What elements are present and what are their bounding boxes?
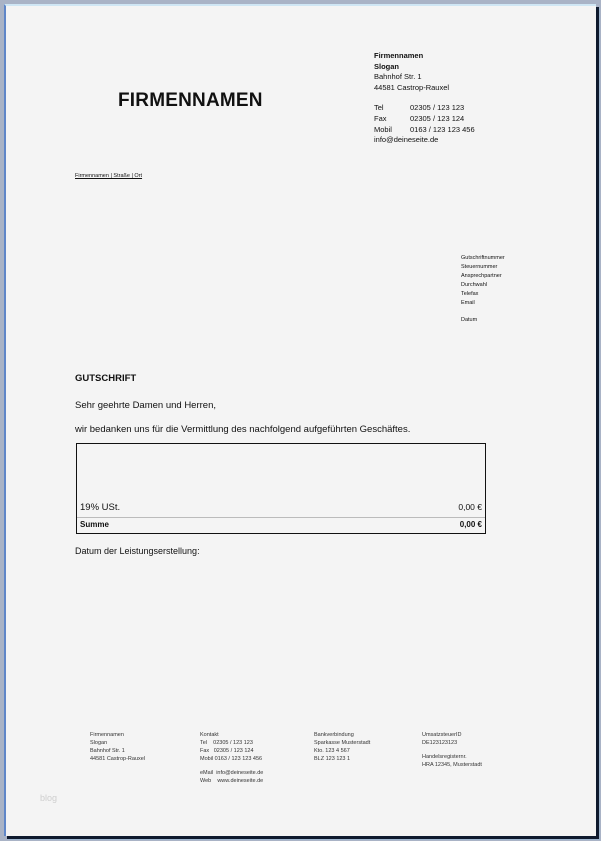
footer-tax xyxy=(422,731,482,769)
footer-tax-value: DE123123123 xyxy=(422,740,458,746)
watermark: blog xyxy=(40,793,58,803)
footer-company xyxy=(90,731,145,763)
footer-contact-heading: Kontakt xyxy=(200,732,219,738)
vat-value: 0,00 € xyxy=(458,502,482,512)
letter-salutation: Sehr geehrte Damen und Herren, xyxy=(75,400,216,411)
meta-contact-person: Ansprechpartner xyxy=(461,272,502,279)
totals-table xyxy=(76,443,486,534)
meta-extension: Durchwahl xyxy=(461,281,487,288)
footer-register-value: HRA 12345, Musterstadt xyxy=(422,762,482,768)
footer-bank xyxy=(314,731,370,763)
footer-company-name: Firmennamen xyxy=(90,732,124,738)
footer-contact-tel: Tel 02305 / 123 123 xyxy=(200,740,253,746)
meta-tax-number: Steuernummer xyxy=(461,263,498,270)
sender-email: info@deineseite.de xyxy=(374,135,439,145)
letter-subject: GUTSCHRIFT xyxy=(75,373,137,384)
sum-value: 0,00 € xyxy=(459,520,482,529)
vat-row xyxy=(80,502,482,513)
return-address-line: Firmennamen | Straße | Ort xyxy=(75,173,143,179)
mobile-value: 0163 / 123 123 456 xyxy=(410,124,475,134)
footer-company-city: 44581 Castrop-Rauxel xyxy=(90,756,146,762)
tel-label: Tel xyxy=(374,103,384,113)
sender-mobile xyxy=(374,125,475,136)
tel-value: 02305 / 123 123 xyxy=(410,103,465,113)
meta-email: Email xyxy=(461,299,475,306)
meta-date: Datum xyxy=(461,317,478,324)
sum-row xyxy=(80,520,482,529)
footer-bank-blz: BLZ 123 123 1 xyxy=(314,756,351,762)
sender-company: Firmennamen xyxy=(374,51,424,60)
letter-intro: wir bedanken uns für die Vermittlung des nachfolgend aufgeführten Geschäftes. xyxy=(75,424,411,435)
totals-divider xyxy=(77,517,485,518)
footer-contact xyxy=(200,731,263,785)
sender-slogan: Slogan xyxy=(374,61,400,71)
meta-fax: Telefax xyxy=(461,290,479,297)
sender-fax xyxy=(374,114,475,125)
footer-bank-account: Kto. 123 4 567 xyxy=(314,748,350,754)
footer-contact-email: eMail info@deineseite.de xyxy=(200,770,264,776)
document-meta-block xyxy=(461,254,505,325)
meta-credit-note-number: Gutschriftnummer xyxy=(461,255,505,261)
sum-label: Summe xyxy=(80,520,109,529)
service-date-label: Datum der Leistungserstellung: xyxy=(75,546,200,556)
footer-company-slogan: Slogan xyxy=(90,740,108,746)
vat-label: 19% USt. xyxy=(80,502,121,513)
footer-contact-web: Web www.deineseite.de xyxy=(200,778,264,784)
sender-street: Bahnhof Str. 1 xyxy=(374,72,422,82)
fax-value: 02305 / 123 124 xyxy=(410,113,465,123)
footer-register-heading: Handelsregisternr. xyxy=(422,754,467,760)
footer-company-street: Bahnhof Str. 1 xyxy=(90,748,125,754)
fax-label: Fax xyxy=(374,113,387,123)
company-title: FIRMENNAMEN xyxy=(118,90,263,111)
sender-city: 44581 Castrop-Rauxel xyxy=(374,82,450,92)
mobile-label: Mobil xyxy=(374,124,392,134)
footer-tax-heading: UmsatzsteuerID xyxy=(422,732,462,738)
footer-bank-name: Sparkasse Musterstadt xyxy=(314,740,371,746)
sender-tel xyxy=(374,103,475,114)
footer-bank-heading: Bankverbindung xyxy=(314,732,354,738)
footer-contact-fax: Fax 02305 / 123 124 xyxy=(200,748,254,754)
footer-contact-mobile: Mobil 0163 / 123 123 456 xyxy=(200,756,263,762)
sender-block xyxy=(374,51,475,146)
document-page xyxy=(4,4,596,836)
